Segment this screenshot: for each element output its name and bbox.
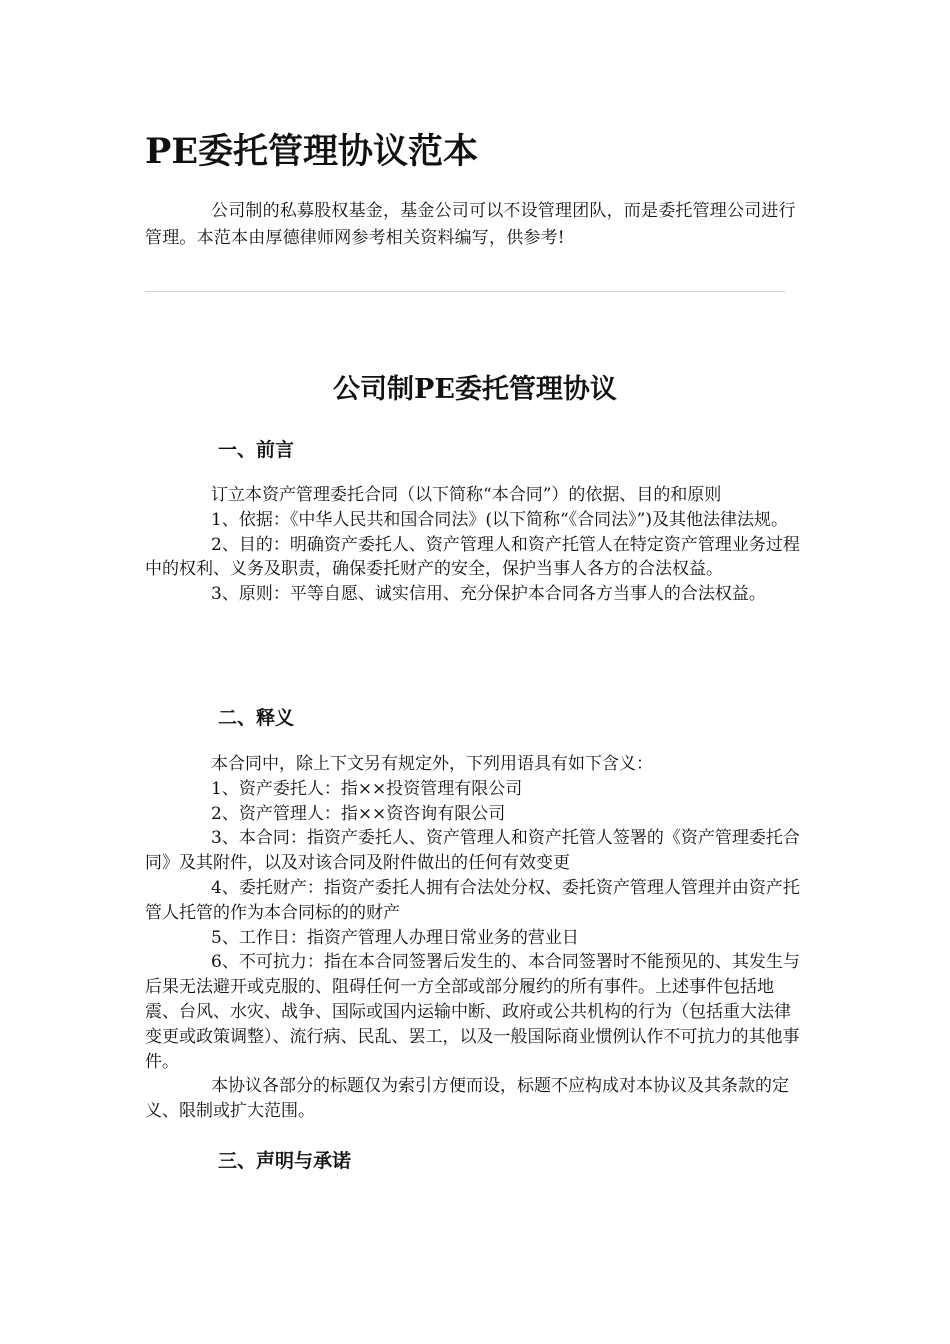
paragraph: 本协议各部分的标题仅为索引方便而设，标题不应构成对本协议及其条款的定义、限制或扩大范围。 (145, 1076, 789, 1122)
paragraph: 5、工作日：指资产管理人办理日常业务的营业日 (211, 927, 579, 948)
divider-line (145, 291, 785, 292)
paragraph: 1、资产委托人：指××投资管理有限公司 (211, 778, 523, 799)
document-title: PE委托管理协议范本 (145, 131, 478, 172)
paragraph: 4、委托财产：指资产委托人拥有合法处分权、委托资产管理人管理并由资产托管人托管的作为本合同标的的财产 (145, 877, 800, 923)
section-body-definitions (145, 752, 807, 1124)
section-heading-preface: 一、前言 (218, 439, 295, 461)
paragraph: 订立本资产管理委托合同（以下简称“本合同”）的依据、目的和原则 (211, 485, 722, 505)
paragraph: 6、不可抗力：指在本合同签署后发生的、本合同签署时不能预见的、其发生与后果无法避开或克服的、阻碍任何一方全部或部分履约的所有事件。上述事件包括地震、台风、水灾、战争、国际或国内运输中断、政府或公共机构的行为（包括重大法律变更或政策调整）、流行病、民乱、罢工，以及一般国际商业惯例认作不可抗力的其他事件。 (145, 952, 800, 1072)
paragraph: 2、目的：明确资产委托人、资产管理人和资产托管人在特定资产管理业务过程中的权利、义务及职责，确保委托财产的安全，保护当事人各方的合法权益。 (145, 534, 800, 580)
contract-title: 公司制PE委托管理协议 (333, 374, 617, 405)
paragraph: 3、原则：平等自愿、诚实信用、充分保护本合同各方当事人的合法权益。 (211, 584, 766, 605)
paragraph: 2、资产管理人：指××资咨询有限公司 (211, 803, 506, 824)
section-heading-declarations: 三、声明与承诺 (218, 1150, 352, 1172)
intro-paragraph: 公司制的私募股权基金，基金公司可以不设管理团队，而是委托管理公司进行管理。本范本由厚德律师网参考相关资料编写，供参考! (145, 201, 796, 248)
paragraph: 本合同中，除上下文另有规定外，下列用语具有如下含义： (211, 754, 653, 774)
paragraph: 1、依据：《中华人民共和国合同法》(以下简称“《合同法》”)及其他法律法规。 (211, 509, 788, 530)
section-body-preface (145, 483, 807, 607)
section-heading-definitions: 二、释义 (218, 707, 295, 729)
paragraph: 3、本合同：指资产委托人、资产管理人和资产托管人签署的《资产管理委托合同》及其附件，以及对该合同及附件做出的任何有效变更 (145, 828, 800, 874)
